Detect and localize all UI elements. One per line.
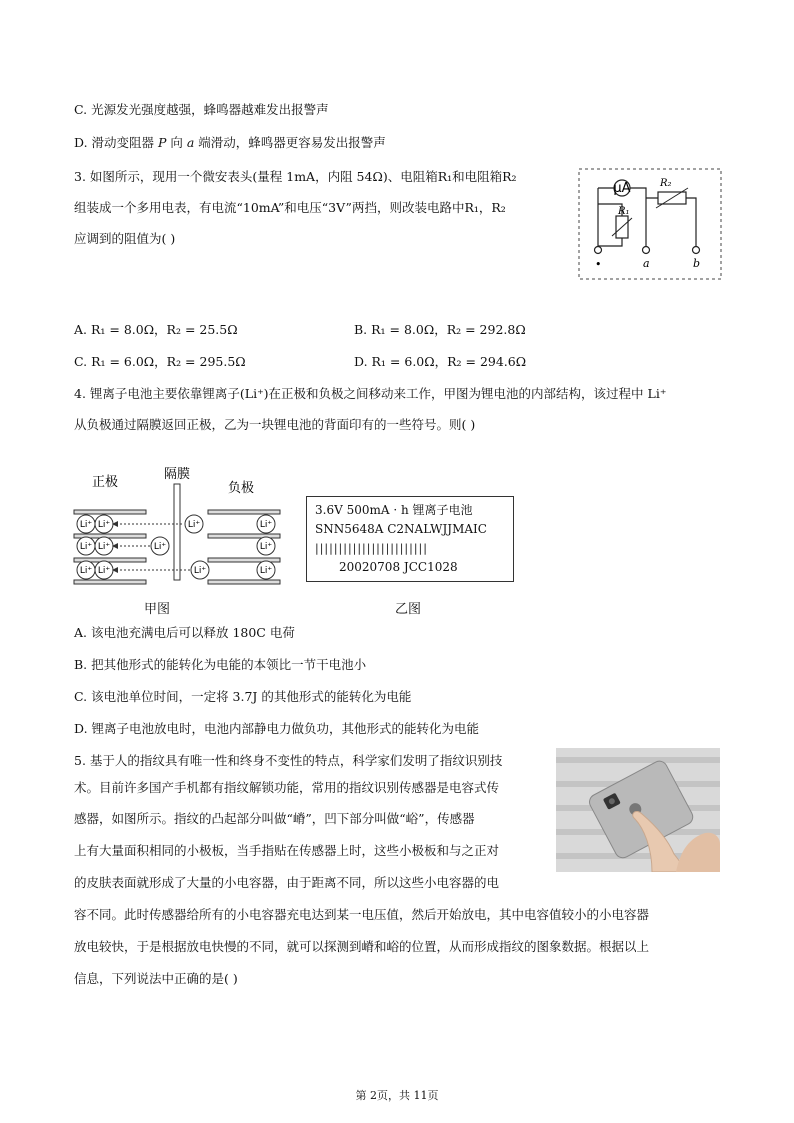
ion-label: Li⁺	[79, 542, 93, 552]
figure-jia-caption: 甲图	[144, 602, 171, 617]
ion-label: Li⁺	[193, 566, 207, 576]
q2-option-c: C. 光源发光强度越强，蜂鸣器越难发出报警声	[74, 102, 329, 117]
q3-option-d: D. R₁ = 6.0Ω，R₂ = 294.6Ω	[354, 354, 527, 369]
ion-label: Li⁺	[79, 566, 93, 576]
q2-option-d-mid: 向	[166, 135, 187, 150]
q5-stem-line5: 的皮肤表面就形成了大量的小电容器，由于距离不同，所以这些小电容器的电	[74, 875, 500, 890]
q4-option-c: C. 该电池单位时间，一定将 3.7J 的其他形式的能转化为电能	[74, 689, 412, 704]
q3-option-c: C. R₁ = 6.0Ω，R₂ = 295.5Ω	[74, 354, 246, 369]
q2-option-d-pre: D. 滑动变阻器	[74, 135, 158, 150]
ion-label: Li⁺	[259, 542, 273, 552]
q4-option-d: D. 锂离子电池放电时，电池内部静电力做负功，其他形式的能转化为电能	[74, 721, 480, 736]
page-footer: 第 2页，共 11页	[355, 1089, 439, 1102]
q4-option-a: A. 该电池充满电后可以释放 180C 电荷	[74, 625, 295, 640]
q2-option-d-a: a	[186, 135, 195, 150]
q2-option-d-post: 端滑动，蜂鸣器更容易发出报警声	[194, 135, 386, 150]
q2-option-d	[74, 134, 386, 152]
ion-label: Li⁺	[97, 520, 111, 530]
terminal-b-icon	[693, 247, 700, 254]
q4-option-b: B. 把其他形式的能转化为电能的本领比一节干电池小	[74, 657, 367, 672]
q5-stem-line4: 上有大量面积相同的小极板，当手指贴在传感器上时，这些小极板和与之正对	[74, 843, 500, 858]
q5-stem-line1: 5. 基于人的指纹具有唯一性和终身不变性的特点，科学家们发明了指纹识别技	[74, 753, 503, 768]
ion-label: Li⁺	[153, 542, 167, 552]
q5-stem-line8: 信息，下列说法中正确的是( )	[74, 971, 238, 986]
ion-label: Li⁺	[259, 520, 273, 530]
terminal-a-icon	[643, 247, 650, 254]
fingerprint-phone-photo	[556, 748, 720, 872]
q3-option-b: B. R₁ = 8.0Ω，R₂ = 292.8Ω	[354, 322, 526, 337]
ion-label: Li⁺	[187, 520, 201, 530]
battery-label-line2: SNN5648A C2NALWJJMAIC	[315, 522, 487, 536]
terminal-a-label: a	[643, 257, 650, 270]
q2-option-d-p: P	[158, 135, 167, 150]
q4-stem-line1: 4. 锂离子电池主要依靠锂离子(Li⁺)在正极和负极之间移动来工作，甲图为锂电池的内部结构，该过程中 Li⁺	[74, 386, 667, 401]
positive-electrode-label: 正极	[92, 475, 119, 490]
negative-electrode-label: 负极	[228, 481, 255, 496]
ion-label: Li⁺	[97, 542, 111, 552]
battery-label-line1: 3.6V 500mA · h 锂离子电池	[315, 503, 473, 517]
r2-label: R₂	[660, 178, 672, 189]
q5-stem-line3: 感器，如图所示。指纹的凸起部分叫做“嵴”，凹下部分叫做“峪”，传感器	[74, 811, 475, 826]
r1-label: R₁	[618, 206, 630, 217]
q3-stem-line2: 组装成一个多用电表，有电流“10mA”和电压“3V”两挡，则改装电路中R₁，R₂	[74, 200, 506, 215]
terminal-common-icon	[595, 247, 602, 254]
terminal-dot-label: •	[595, 258, 602, 271]
q3-stem-line3: 应调到的阻值为( )	[74, 231, 176, 246]
meter-label: μA	[613, 181, 631, 196]
terminal-b-label: b	[693, 257, 701, 270]
q3-stem-line1: 3. 如图所示，现用一个微安表头(量程 1mA，内阻 54Ω)、电阻箱R₁和电阻箱R₂	[74, 169, 517, 184]
q5-stem-line2: 术。目前许多国产手机都有指纹解锁功能，常用的指纹识别传感器是电容式传	[74, 780, 500, 795]
q5-stem-line7: 放电较快，于是根据放电快慢的不同，就可以探测到嵴和峪的位置，从而形成指纹的图象数据。根据以上	[74, 939, 650, 954]
q4-stem-line2: 从负极通过隔膜返回正极，乙为一块锂电池的背面印有的一些符号。则( )	[74, 417, 476, 432]
q3-circuit-figure	[578, 168, 722, 280]
separator-label: 隔膜	[164, 467, 191, 482]
q4-battery-structure-figure	[68, 466, 300, 590]
figure-yi-caption: 乙图	[395, 602, 422, 617]
q5-stem-line6: 容不同。此时传感器给所有的小电容器充电达到某一电压值，然后开始放电，其中电容值较小的小电容器	[74, 907, 650, 922]
ion-label: Li⁺	[259, 566, 273, 576]
q3-option-a: A. R₁ = 8.0Ω，R₂ = 25.5Ω	[74, 322, 238, 337]
battery-barcode: ||||||||||||||||||||||||	[315, 542, 428, 555]
battery-label-line4: 20020708 JCC1028	[339, 560, 458, 574]
ion-label: Li⁺	[79, 520, 93, 530]
ion-label: Li⁺	[97, 566, 111, 576]
q4-battery-label-figure	[306, 496, 514, 582]
